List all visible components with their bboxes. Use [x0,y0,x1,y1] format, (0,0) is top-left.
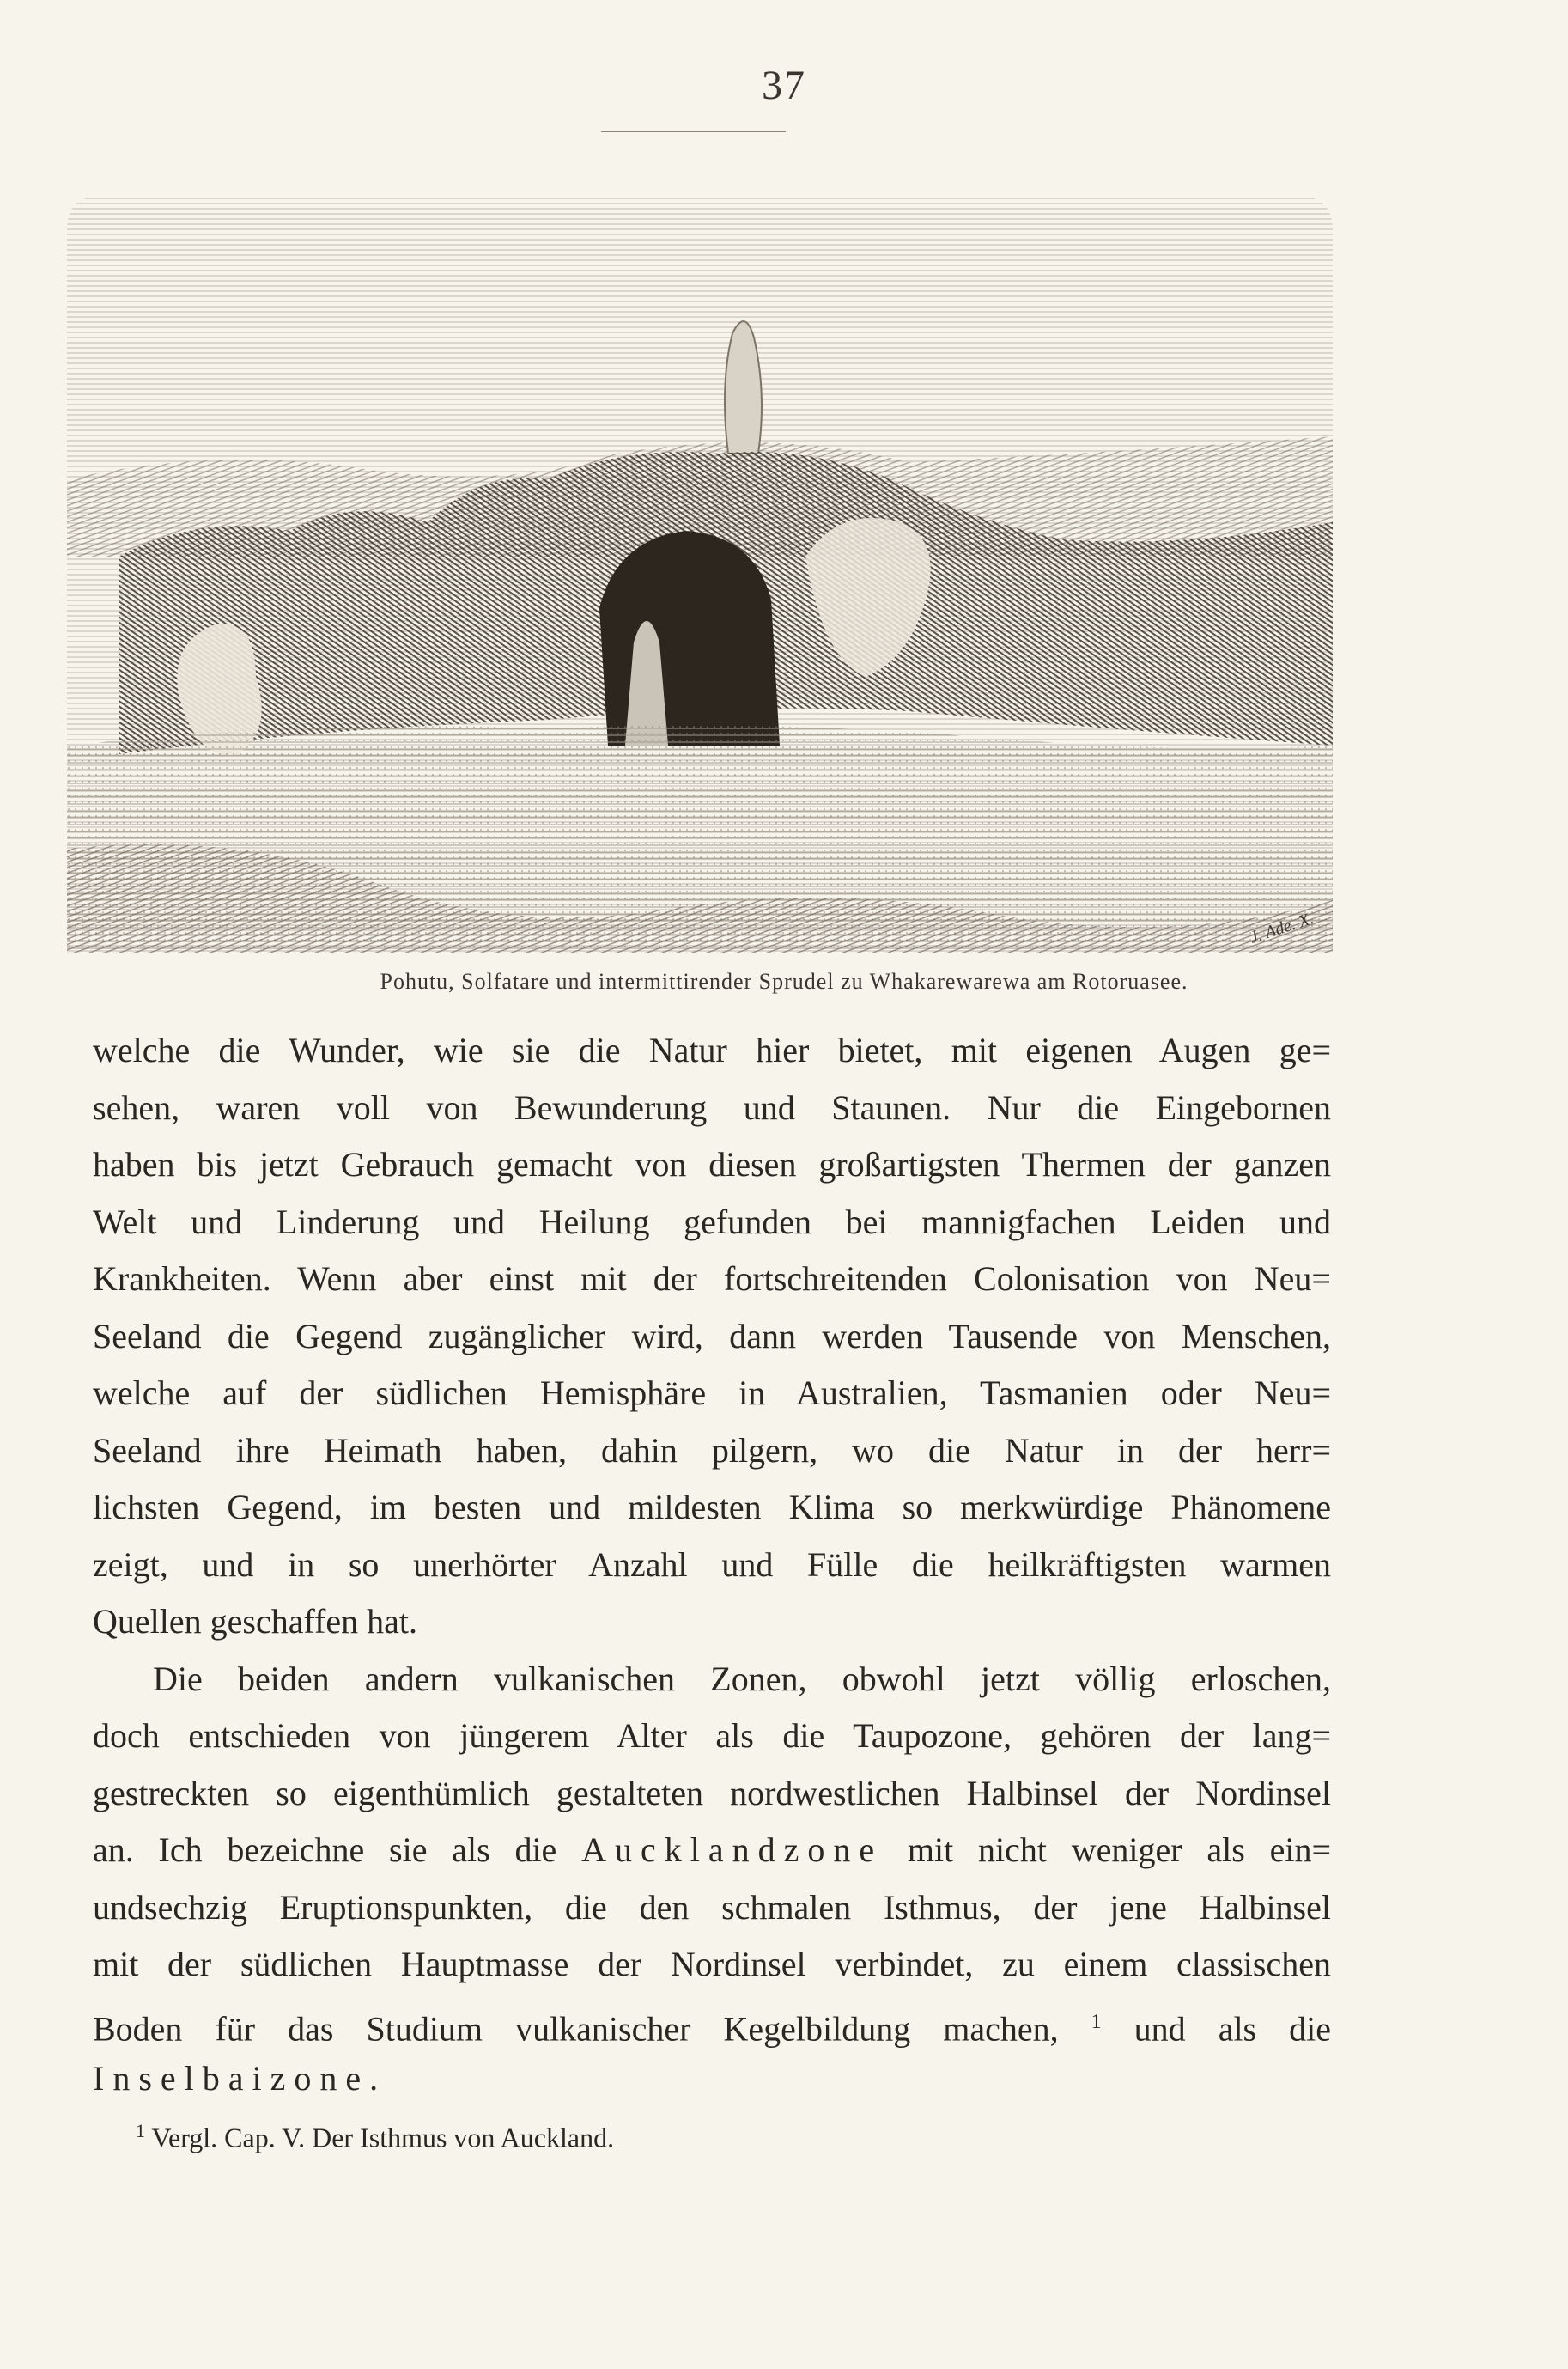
spaced-term: Inselbaizone. [93,2059,387,2098]
body-text [93,1022,1331,2108]
text-line: Die beiden andern vulkanischen Zonen, obwohl jetzt völlig erloschen, [153,1659,1331,1698]
text-line: Welt und Linderung und Heilung gefunden bei mannigfachen Leiden und [93,1202,1331,1241]
spaced-term: Aucklandzone [581,1830,884,1869]
text-line: Krankheiten. Wenn aber einst mit der fortschreitenden Colonisation von Neu= [93,1259,1331,1298]
text-line-with-spaced-term [93,1822,1331,1879]
text-fragment: und als die [1133,2008,1331,2048]
text-line: undsechzig Eruptionspunkten, die den schmalen Isthmus, der jene Halbinsel [93,1887,1331,1927]
page-number: 37 [762,63,806,108]
text-line: welche auf der südlichen Hemisphäre in Australien, Tasmanien oder Neu= [93,1373,1331,1412]
text-line [93,2050,1331,2108]
text-line: mit der südlichen Hauptmasse der Nordinsel verbindet, zu einem classischen [93,1945,1331,1983]
text-line: Seeland ihre Heimath haben, dahin pilgern, wo die Natur in der herr= [93,1430,1331,1470]
text-fragment: Boden für das Studium vulkanischer Kegelbildung machen, [93,2008,1059,2048]
text-line: Seeland die Gegend zugänglicher wird, dann werden Tausende von Menschen, [93,1316,1331,1355]
text-line: doch entschieden von jüngerem Alter als die Taupozone, gehören der lang= [93,1716,1331,1755]
text-line: zeigt, und in so unerhörter Anzahl und Fülle die heilkräftigsten warmen [93,1544,1331,1584]
text-line-with-footnote-ref [93,1994,1331,2051]
text-fragment: mit nicht weniger als ein= [907,1830,1331,1869]
text-line: welche die Wunder, wie sie die Natur hier bietet, mit eigenen Augen ge= [93,1031,1331,1069]
text-line: haben bis jetzt Gebrauch gemacht von diesen großartigsten Thermen der ganzen [93,1145,1331,1184]
header-rule [601,131,786,132]
text-line: sehen, waren voll von Bewunderung und Staunen. Nur die Eingebornen [93,1087,1331,1127]
text-fragment: an. Ich bezeichne sie als die [93,1830,557,1869]
cave-opening [599,531,780,746]
footnote [136,2120,614,2154]
text-line: gestreckten so eigenthümlich gestalteten nordwestlichen Halbinsel der Nordinsel [93,1773,1331,1812]
artist-signature: J. Ade. X. [1247,909,1316,947]
engraving-illustration [67,196,1333,953]
footnote-text: Vergl. Cap. V. Der Isthmus von Auckland. [151,2122,615,2153]
footnote-marker: 1 [136,2120,145,2141]
footnote-reference: 1 [1091,2010,1102,2033]
text-line: lichsten Gegend, im besten und mildesten Klima so merkwürdige Phänomene [93,1488,1331,1526]
text-line: Quellen geschaffen hat. [93,1602,417,1641]
illustration-caption: Pohutu, Solfatare und intermittirender Sprudel zu Whakarewarewa am Rotoruasee. [380,969,1188,994]
